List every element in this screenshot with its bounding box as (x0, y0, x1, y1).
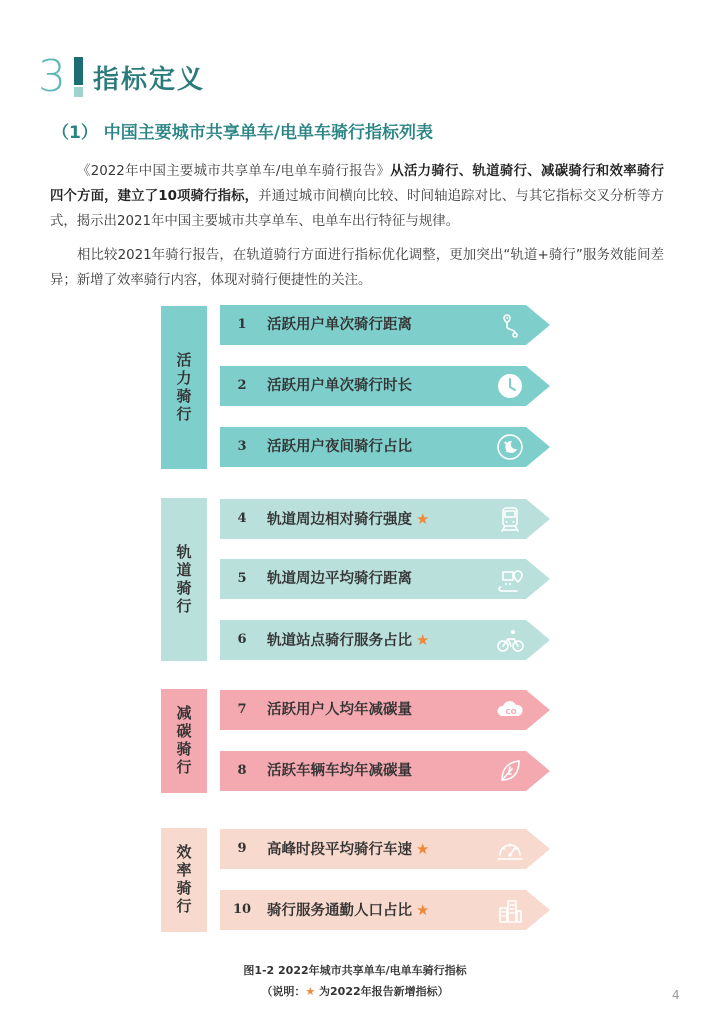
indicator-row (220, 305, 550, 345)
indicator-label: 活跃车辆车均年减碳量 (267, 763, 412, 779)
indicator-label: 高峰时段平均骑行车速 ★ (267, 840, 430, 858)
indicator-row (220, 829, 550, 869)
cyclist-icon (494, 624, 526, 656)
category-label: 减碳骑行 (174, 705, 193, 777)
indicator-row (220, 427, 550, 467)
indicator-label: 活跃用户单次骑行时长 (267, 378, 412, 394)
indicator-number: 9 (237, 841, 247, 856)
new-star-icon: ★ (416, 840, 430, 858)
indicator-row (220, 890, 550, 930)
subsection-title: （1） 中国主要城市共享单车/电单车骑行指标列表 (52, 123, 433, 143)
indicator-number: 7 (237, 702, 247, 717)
figure-caption: 图1-2 2022年城市共享单车/电单车骑行指标 (243, 964, 467, 977)
intro-rest: 并通过城市间横向比较、时间轴追踪对比、与其它指标交叉分析等方式，揭示出2021年中国主要城市共享单车、电单车出行特征与规律。 (50, 189, 665, 229)
intro-paragraph (50, 159, 664, 234)
section-bar-decoration (74, 57, 83, 97)
note-open: （说明： (261, 985, 306, 998)
indicator-row (220, 366, 550, 406)
indicator-label: 活跃用户人均年减碳量 (267, 702, 412, 718)
moon-stars-icon (494, 431, 526, 463)
new-star-icon: ★ (416, 901, 430, 919)
category-label: 效率骑行 (174, 844, 193, 916)
report-name: 《2022年中国主要城市共享单车/电单车骑行报告》 (77, 164, 391, 179)
comparison-paragraph: 相比较2021年骑行报告，在轨道骑行方面进行指标优化调整，更加突出“轨道+骑行”服务效能间差异；新增了效率骑行内容，体现对骑行便捷性的关注。 (50, 248, 664, 288)
category-label: 活力骑行 (174, 351, 193, 424)
page-number: 4 (672, 988, 680, 1002)
indicator-row (220, 559, 550, 599)
indicator-row (220, 751, 550, 791)
indicator-number: 1 (237, 317, 247, 332)
figure-note (0, 983, 710, 999)
clock-icon (494, 370, 526, 402)
indicator-row (220, 620, 550, 660)
indicator-label: 轨道站点骑行服务占比 ★ (267, 631, 430, 649)
indicator-row (220, 690, 550, 730)
category-vitality (161, 306, 207, 469)
category-rail (161, 498, 207, 661)
section-number: 3 (38, 51, 66, 102)
indicator-number: 10 (232, 902, 252, 917)
buildings-icon (494, 894, 526, 926)
new-star-icon: ★ (416, 631, 430, 649)
indicator-label: 活跃用户夜间骑行占比 (267, 439, 412, 455)
section-title: 指标定义 (93, 64, 206, 95)
indicator-number: 8 (237, 763, 247, 778)
category-carbon (161, 689, 207, 793)
leaf-icon (494, 755, 526, 787)
new-star-icon: ★ (416, 510, 430, 528)
speedometer-icon (494, 833, 526, 865)
train-icon (494, 503, 526, 535)
indicator-number: 4 (237, 511, 247, 526)
emphasis-text: 从活力骑行、轨道骑行、减碳骑行和效率骑行四个方面，建立了10项骑行指标， (50, 164, 664, 204)
indicator-number: 5 (237, 571, 247, 586)
star-icon: ★ (305, 985, 316, 998)
indicator-number: 3 (237, 439, 247, 454)
category-efficiency (161, 828, 207, 932)
route-pin-icon (494, 309, 526, 341)
indicator-number: 6 (237, 632, 247, 647)
co2-cloud-icon (494, 694, 526, 726)
indicator-row (220, 499, 550, 539)
svg-text:✦: ✦ (503, 440, 509, 447)
svg-text:✦: ✦ (505, 449, 510, 455)
note-text: 为2022年报告新增指标） (315, 985, 449, 998)
indicator-label: 轨道周边相对骑行强度 ★ (267, 510, 430, 528)
section-heading (38, 51, 206, 102)
indicator-number: 2 (237, 378, 247, 393)
indicator-label: 轨道周边平均骑行距离 (267, 571, 412, 587)
svg-text:CO: CO (505, 708, 517, 716)
indicator-label: 骑行服务通勤人口占比 ★ (267, 901, 430, 919)
category-label: 轨道骑行 (174, 543, 193, 616)
indicator-label: 活跃用户单次骑行距离 (267, 317, 412, 333)
metro-location-icon (494, 563, 526, 595)
